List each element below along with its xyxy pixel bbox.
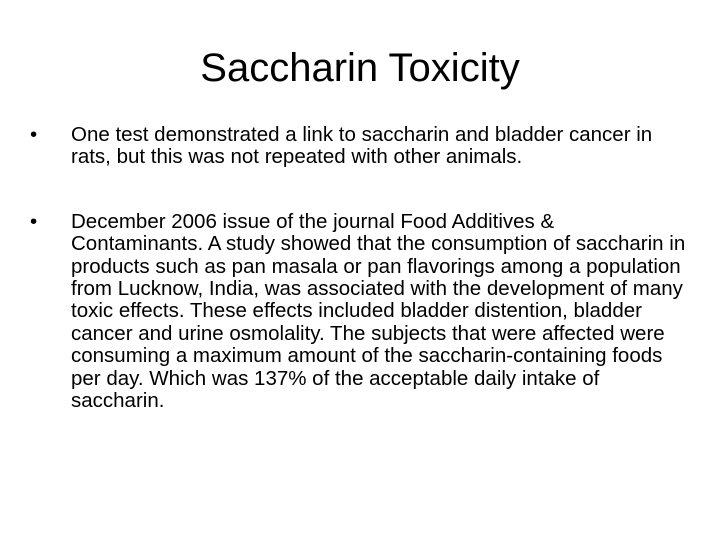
bullet-text: December 2006 issue of the journal Food Additives & Contaminants. A study showed that the consumption of saccharin in products such as pan masala or pan flavorings among a population from Lucknow, India, was associated with the development of many toxic effects. These effects included bladder distention, bladder cancer and urine osmolality. The subjects that were affected were consuming a maximum amount of the saccharin-containing foods per day. Which was 137% of the acceptable daily intake of saccharin. [71,209,686,413]
bullet-list [30,124,690,412]
bullet-icon: • [30,123,38,146]
bullet-text: One test demonstrated a link to saccharin and bladder cancer in rats, but this was not repeated with other animals. [71,123,653,169]
bullet-icon: • [30,209,38,233]
bullet-item [30,124,690,169]
slide-title: Saccharin Toxicity [200,46,520,90]
bullet-item [30,211,690,413]
